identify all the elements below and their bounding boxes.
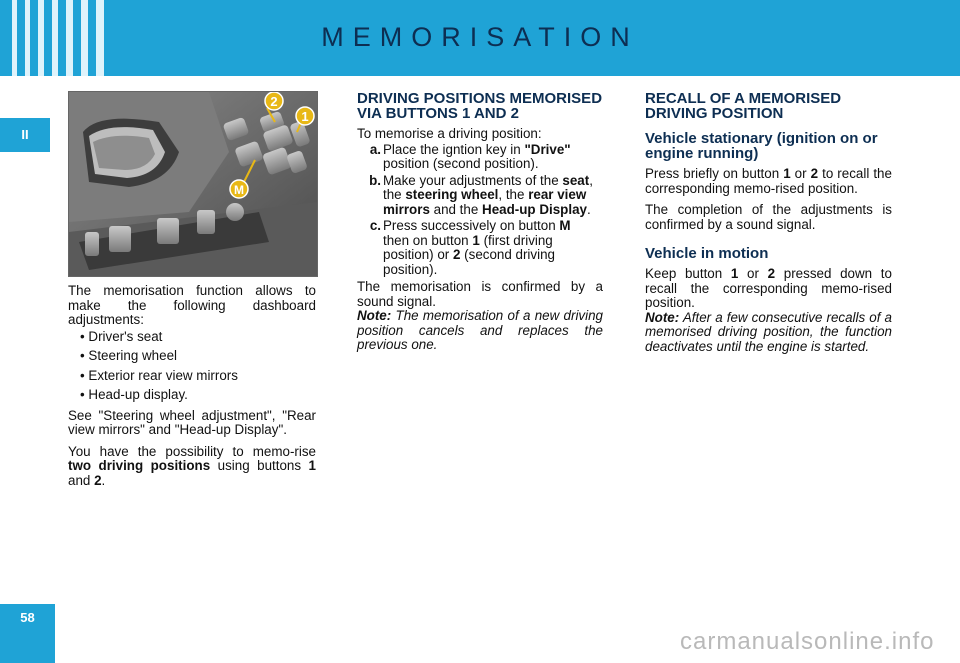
callout-1 bbox=[296, 107, 314, 125]
stationary-subheading: Vehicle stationary (ignition on or engine running) bbox=[645, 130, 878, 162]
completion-text: The completion of the adjustments is confirmed by a sound signal. bbox=[645, 202, 892, 232]
callout-m bbox=[230, 180, 248, 198]
memorise-steps bbox=[357, 143, 603, 278]
svg-text:2: 2 bbox=[270, 94, 278, 109]
header-stripes bbox=[10, 0, 110, 76]
door-panel-photo bbox=[68, 91, 318, 277]
stationary-text: Press briefly on button 1 or 2 to recall the corresponding memo-rised position. bbox=[645, 166, 892, 196]
page-title: MEMORISATION bbox=[321, 22, 639, 52]
memorise-note: Note: The memorisation of a new driving position cancels and replaces the previous one. bbox=[357, 308, 603, 352]
motion-subheading: Vehicle in motion bbox=[645, 245, 769, 262]
memorise-column bbox=[357, 91, 603, 360]
memorise-confirm: The memorisation is confirmed by a sound signal. bbox=[357, 279, 603, 309]
adjustment-list bbox=[68, 330, 316, 403]
chapter-tab: II bbox=[0, 118, 50, 152]
possibility-text: You have the possibility to memo-rise two driving positions using buttons 1 and 2. bbox=[68, 443, 316, 488]
see-reference: See "Steering wheel adjustment", "Rear view mirrors" and "Head-up Display". bbox=[68, 407, 316, 437]
watermark: carmanualsonline.info bbox=[680, 628, 935, 655]
intro-text: The memorisation function allows to make the following dashboard adjustments: bbox=[68, 283, 316, 327]
step-a: a. Place the igntion key in "Drive" position (second position). bbox=[369, 141, 571, 171]
step-c: c. Press successively on button M then on button 1 (first driving position) or 2 (second driving position). bbox=[369, 218, 571, 277]
recall-column bbox=[645, 91, 892, 361]
page-number: 58 bbox=[0, 604, 55, 663]
step-b: b. Make your adjustments of the seat, the steering wheel, the rear view mirrors and the Head-up Display. bbox=[369, 172, 593, 217]
list-item: • Driver's seat bbox=[80, 328, 163, 344]
memorise-heading: DRIVING POSITIONS MEMORISED VIA BUTTONS 1 AND 2 bbox=[357, 90, 603, 122]
list-item: • Head-up display. bbox=[80, 387, 188, 402]
motion-text: Keep button 1 or 2 pressed down to recall the corresponding memo-rised position. bbox=[645, 266, 892, 310]
list-item: • Exterior rear view mirrors bbox=[80, 367, 238, 383]
list-item: • Steering wheel bbox=[80, 348, 177, 363]
memorise-lead: To memorise a driving position: bbox=[357, 126, 542, 141]
svg-text:1: 1 bbox=[301, 109, 309, 124]
recall-heading: RECALL OF A MEMORISED DRIVING POSITION bbox=[645, 90, 842, 122]
callout-2 bbox=[265, 92, 283, 110]
svg-text:M: M bbox=[234, 183, 244, 197]
recall-note: Note: After a few consecutive recalls of a memorised driving position, the function deactivates until the engine is started. bbox=[645, 309, 892, 354]
page-header bbox=[0, 0, 960, 76]
intro-column bbox=[68, 284, 316, 495]
